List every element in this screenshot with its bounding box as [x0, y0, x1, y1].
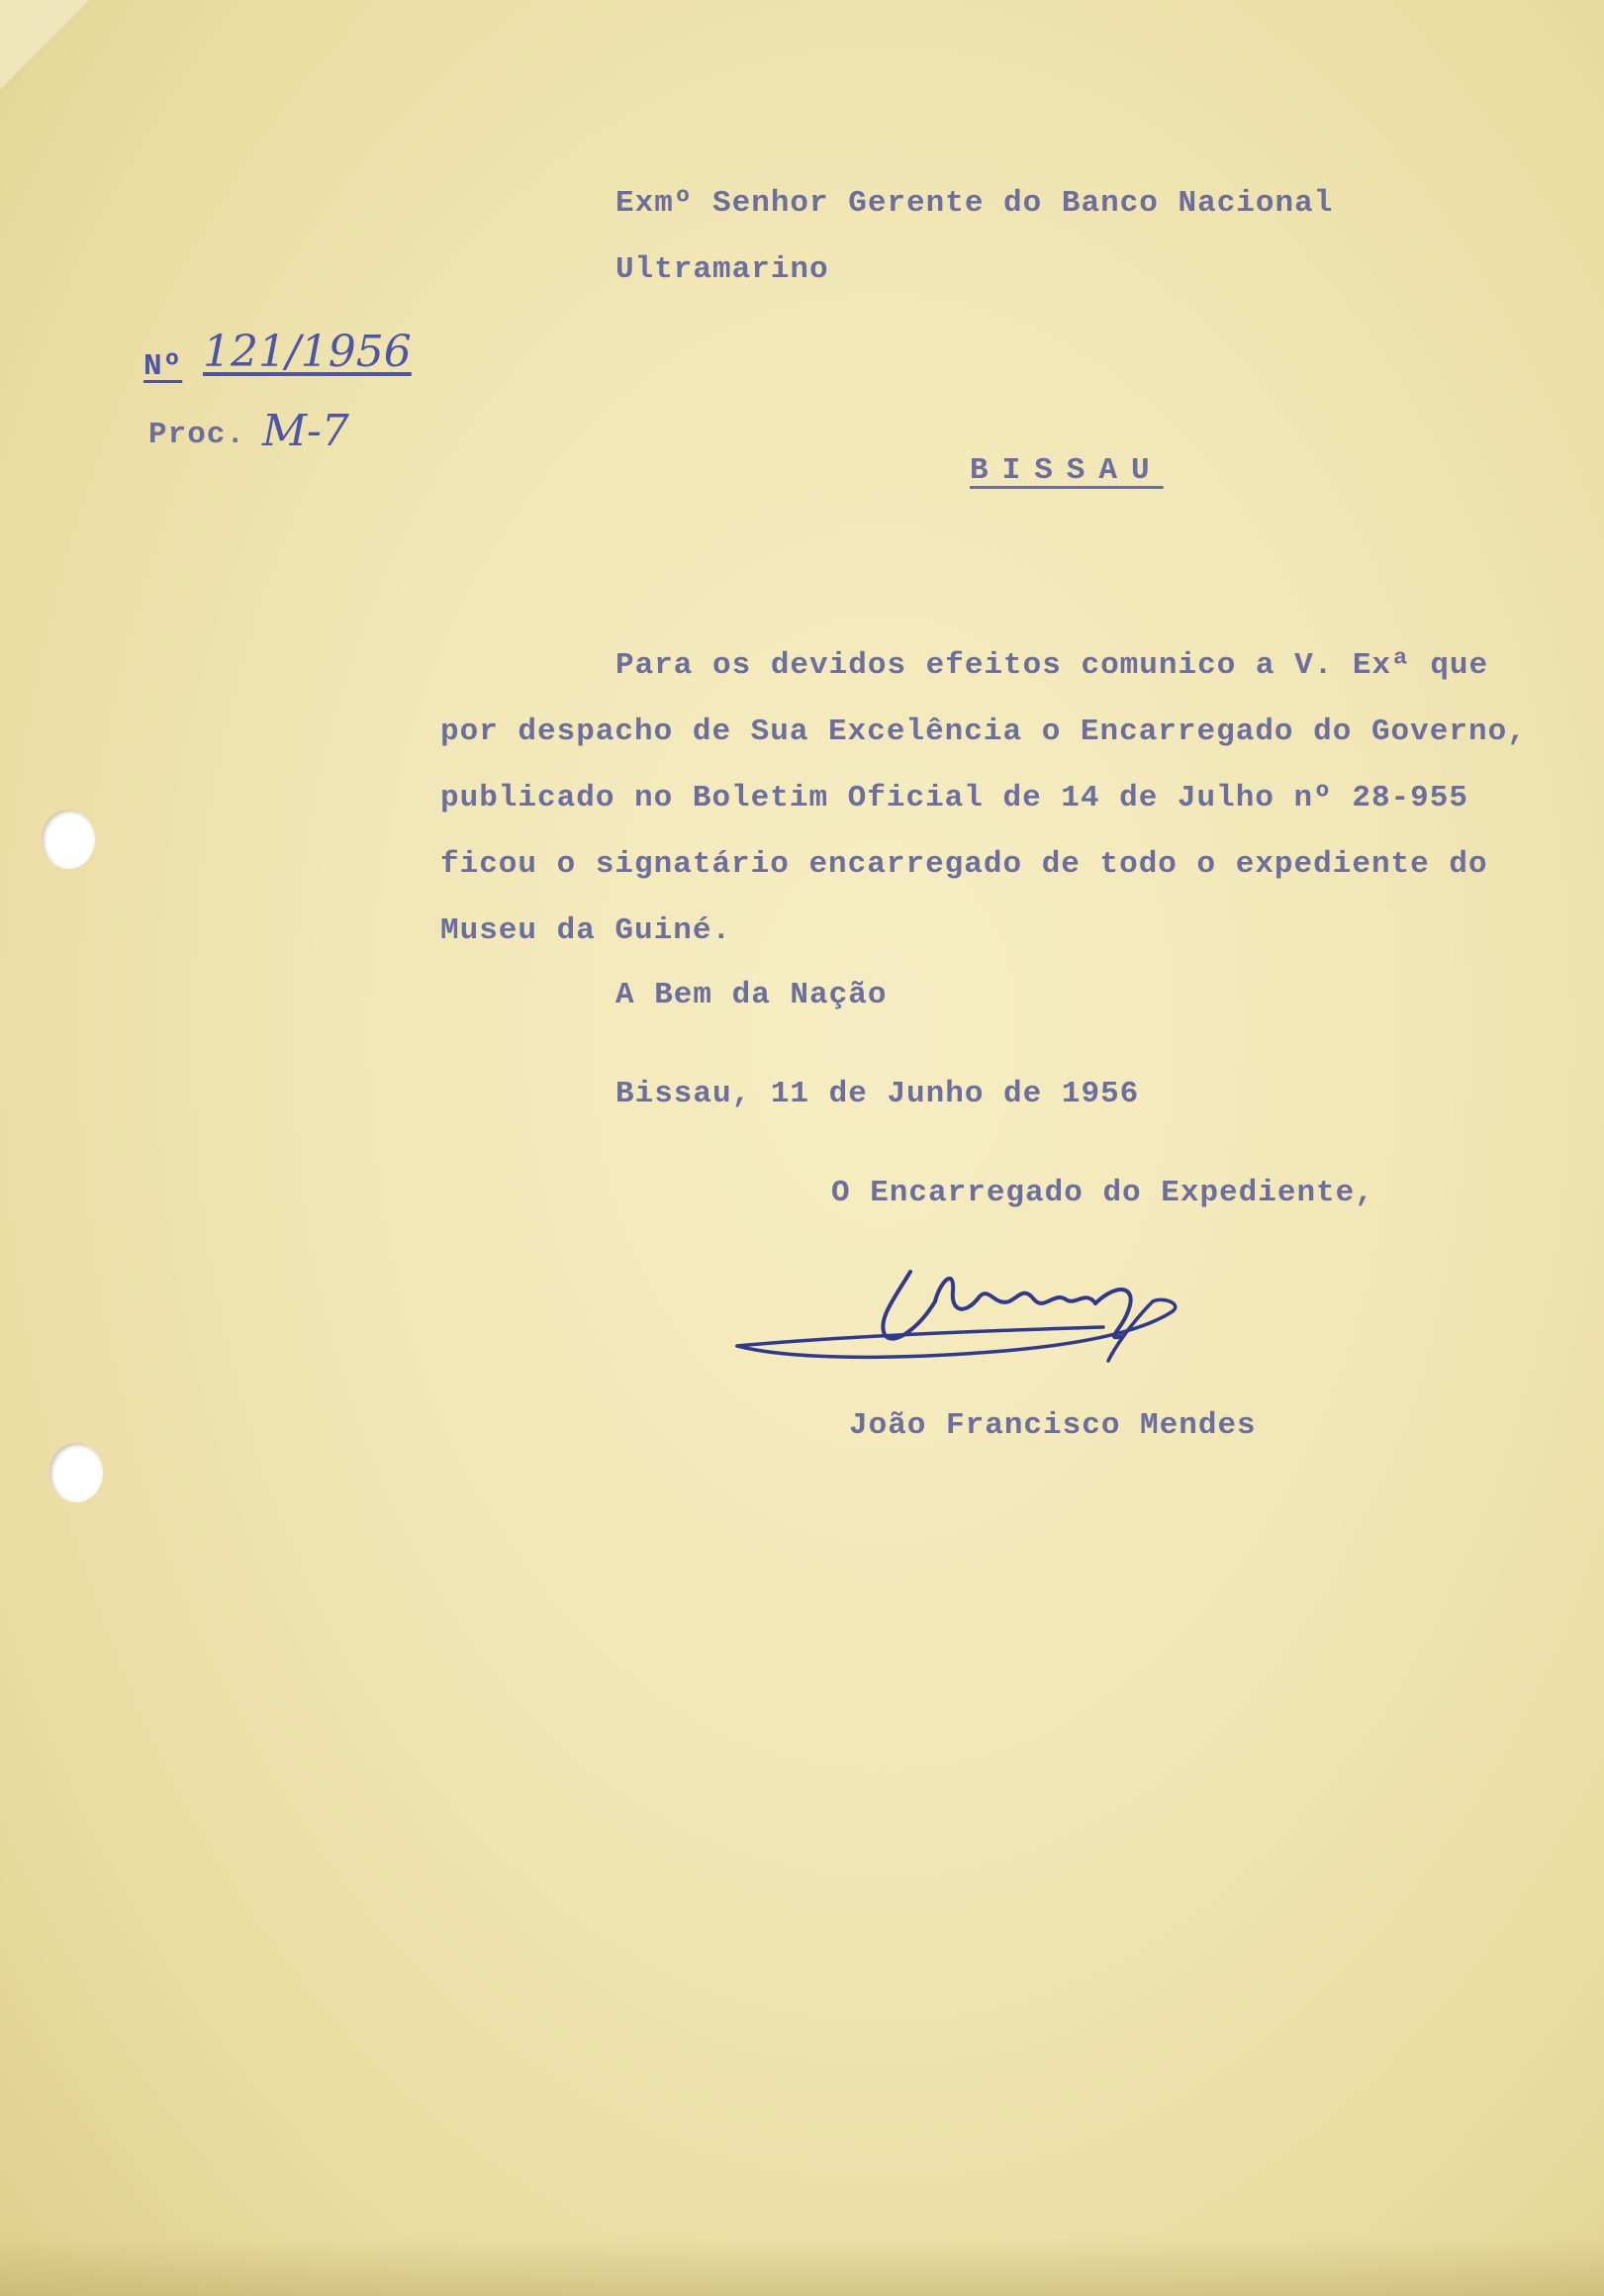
addressee-line-1: Exmº Senhor Gerente do Banco Nacional	[615, 186, 1334, 221]
closing-salutation: A Bem da Nação	[615, 978, 888, 1012]
reference-number-handwritten: 121/1956	[203, 327, 412, 377]
proc-label: Proc.	[148, 418, 246, 452]
signatory-name: João Francisco Mendes	[849, 1408, 1257, 1443]
signatory-role: O Encarregado do Expediente,	[831, 1176, 1374, 1210]
punch-hole-icon	[42, 810, 95, 869]
destination-heading: BISSAU	[970, 453, 1164, 488]
addressee-line-2: Ultramarino	[615, 252, 829, 287]
proc-handwritten: M-7	[262, 406, 349, 456]
signature-stroke	[935, 1279, 1095, 1309]
body-line-1: Para os devidos efeitos comunico a V. Exª que	[615, 648, 1489, 683]
signature-stroke	[737, 1327, 1103, 1346]
body-line-4: ficou o signatário encarregado de todo o expediente do	[440, 847, 1488, 882]
reference-number-label: Nº	[143, 349, 183, 384]
body-line-5: Museu da Guiné.	[440, 913, 732, 948]
body-line-3: publicado no Boletim Oficial de 14 de Julho nº 28-955	[440, 781, 1468, 815]
signature-stroke	[883, 1272, 935, 1339]
place-date: Bissau, 11 de Junho de 1956	[615, 1077, 1140, 1111]
paper-edge-shadow	[0, 2237, 1604, 2296]
body-line-2: por despacho de Sua Excelência o Encarregado do Governo,	[440, 715, 1527, 749]
punch-hole-icon	[49, 1443, 103, 1502]
folded-corner	[0, 0, 89, 89]
handwritten-signature	[727, 1242, 1262, 1381]
